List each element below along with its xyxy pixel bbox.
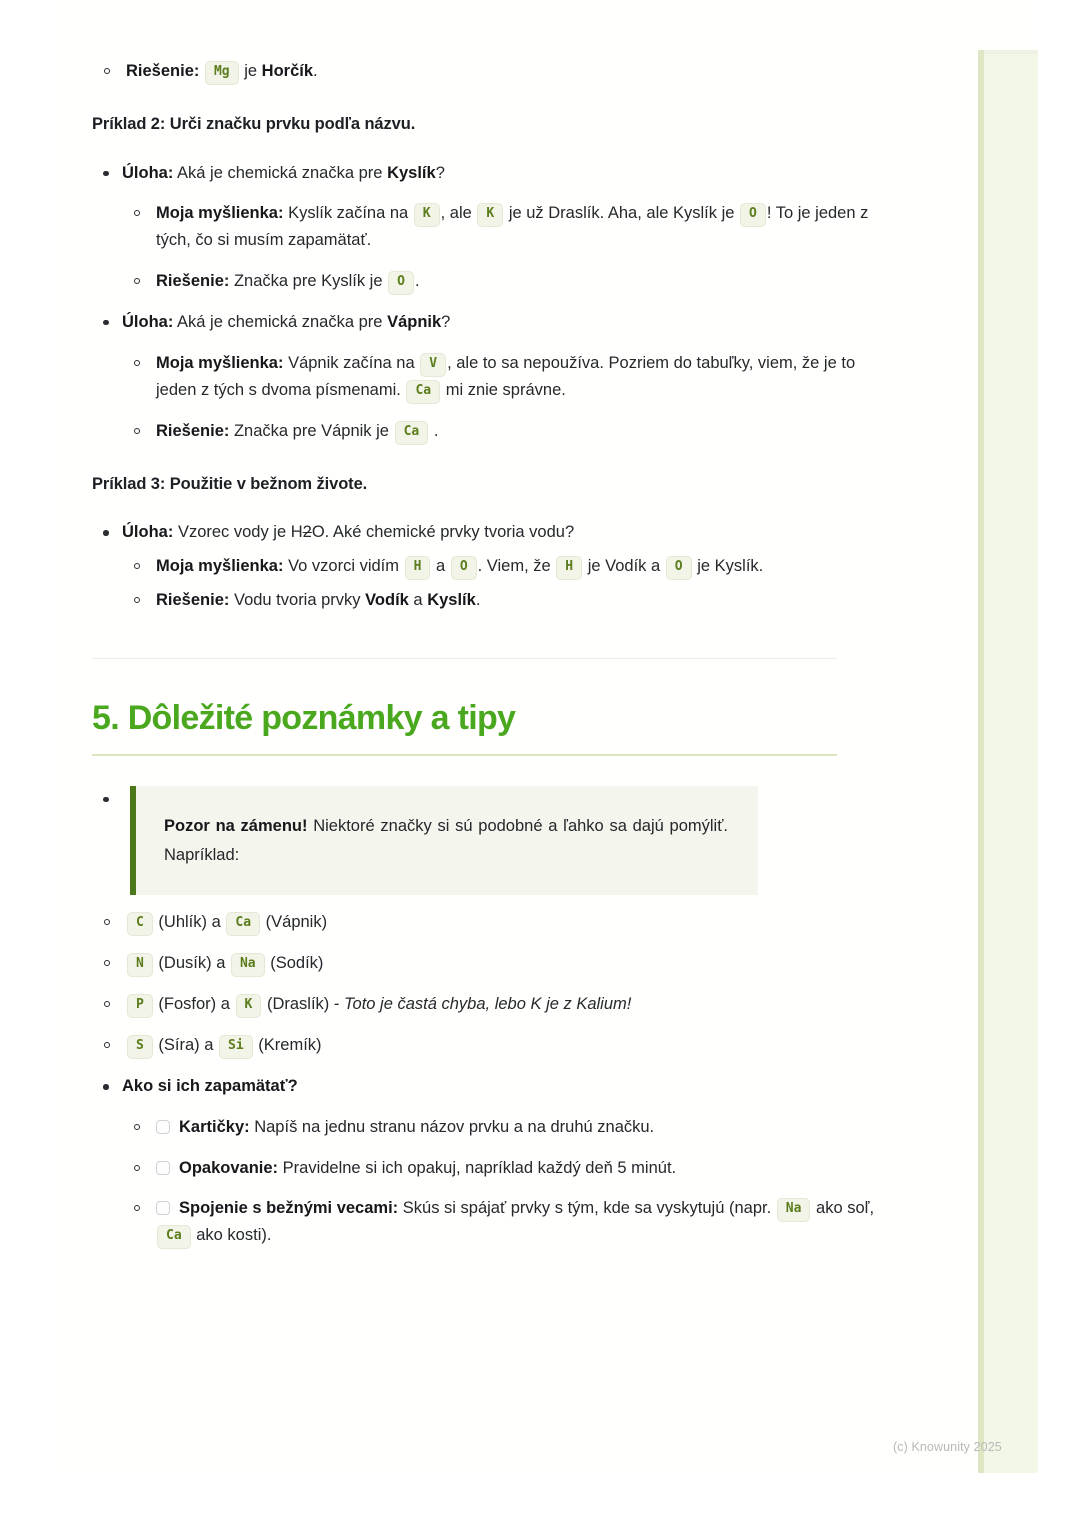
checkbox-kartichky[interactable] [156,1120,170,1134]
task-label: Úloha: [122,163,174,182]
formula-subscript: 2 [302,523,312,542]
task-question-mark: ? [435,163,445,182]
element-chip-ca: Ca [395,421,429,445]
element-chip-ca: Ca [226,912,260,936]
task-element-name: Kyslík [387,163,436,182]
element-chip-k: K [414,203,440,227]
element-name-a: (Uhlík) [158,913,208,932]
solution-element-name: Horčík [261,62,314,80]
solution-text-a: Značka pre Vápnik je [233,421,389,440]
example1-solution-list [92,58,882,85]
example2-vapnik-details [122,350,882,445]
list-item [122,1114,882,1141]
callout-title: Pozor na zámenu! [164,816,308,835]
element-chip-o: O [451,556,477,580]
list-item [92,786,882,896]
element-name-b: (Sodík) [270,954,324,973]
thought-label: Moja myšlienka: [156,556,284,575]
task-element-name: Vápnik [387,312,442,331]
element-name-b: (Kremík) [258,1036,322,1055]
tip-text: Pravidelne si ich opakuj, napríklad každý deň 5 minút. [282,1158,677,1177]
element-name-b: (Vápnik) [265,913,328,932]
checkbox-spojenie[interactable] [156,1201,170,1215]
thought-text-b: , ale [440,204,472,223]
task-text-b: O. Aké chemické prvky tvoria vodu? [311,523,575,542]
list-item [122,1195,882,1249]
section-divider [92,658,837,659]
copyright-watermark: (c) Knowunity 2025 [893,1440,1002,1454]
example3-list [92,519,882,613]
example2-list [92,160,882,445]
tip-text: Skús si spájať prvky s tým, kde sa vyskytujú (napr. [402,1199,772,1218]
tip-label: Spojenie s bežnými vecami: [179,1199,399,1218]
warning-callout [130,786,758,896]
confusable-note: Toto je častá chyba, lebo K je z Kalium! [343,995,632,1014]
note-page [52,0,1032,1473]
element-name-b: (Draslík) - [266,995,340,1014]
solution-text-a: Značka pre Kyslík je [233,272,383,291]
page-edge-band [978,50,1038,1473]
thought-label: Moja myšlienka: [156,353,284,372]
element-chip-n: N [127,953,153,977]
thought-text-c: . Viem, že [477,556,551,575]
element-chip-h: H [405,556,431,580]
task-label: Úloha: [122,523,174,542]
list-item [92,950,882,977]
example3-details [122,553,882,614]
task-question-mark: ? [441,312,451,331]
element-chip-mg: Mg [205,61,239,85]
thought-text-b: a [436,556,446,575]
thought-text-d: ! To je jeden z tých, čo si musím zapamätať. [156,204,869,250]
example2-heading: Príklad 2: Urči značku prvku podľa názvu. [92,114,416,133]
list-item [92,160,882,295]
solution-label: Riešenie: [126,62,200,80]
section5-list [92,786,882,896]
list-item [122,587,882,614]
example2-kyslik-details [122,200,882,295]
solution-conjunction: a [413,590,423,609]
memorization-tips [122,1114,882,1249]
solution-label: Riešenie: [156,272,230,291]
list-item [92,58,882,85]
list-item [122,418,882,445]
element-chip-k: K [236,994,262,1018]
section5-heading-rule [92,754,837,756]
task-text: Aká je chemická značka pre [177,312,383,331]
element-chip-k: K [477,203,503,227]
conjunction: a [216,954,226,973]
thought-text-a: Kyslík začína na [288,204,409,223]
tip-text-end: ako kosti). [196,1226,272,1245]
tip-label: Kartičky: [179,1117,250,1136]
task-text-a: Vzorec vody je H [177,523,303,542]
thought-text-d: je Vodík a [587,556,661,575]
element-chip-na: Na [777,1198,811,1222]
conjunction: a [211,913,221,932]
solution-period: . [475,590,481,609]
thought-text-c: je už Draslík. Aha, ale Kyslík je [508,204,735,223]
list-item [122,1155,882,1182]
tip-label: Opakovanie: [179,1158,279,1177]
thought-text-c: mi znie správne. [445,380,566,399]
element-name-a: (Fosfor) [158,995,217,1014]
list-item [92,1032,882,1059]
solution-period: . [433,421,439,440]
solution-period: . [414,272,420,291]
thought-text-a: Vápnik začína na [288,353,415,372]
list-item [92,1073,882,1249]
element-name-a: (Síra) [158,1036,200,1055]
conjunction: a [204,1036,214,1055]
element-name-a: (Dusík) [158,954,212,973]
solution-label: Riešenie: [156,590,230,609]
element-chip-ca: Ca [157,1225,191,1249]
thought-label: Moja myšlienka: [156,204,284,223]
element-chip-o: O [388,271,414,295]
list-item [122,553,882,580]
thought-text-b: , ale to sa nepoužíva. Pozriem do tabuľky, viem, že je to jeden z tých s dvoma písmenami. [156,353,856,399]
list-item [122,200,882,254]
tip-text: Napíš na jednu stranu názov prvku a na druhú značku. [254,1117,655,1136]
thought-text-e: je Kyslík. [697,556,764,575]
element-chip-na: Na [231,953,265,977]
solution-text-a: Vodu tvoria prvky [233,590,361,609]
solution-element-name: Kyslík [427,590,476,609]
list-item [122,268,882,295]
list-item [122,350,882,404]
tip-text-mid: ako soľ, [816,1199,875,1218]
list-item [92,991,882,1018]
task-label: Úloha: [122,312,174,331]
solution-text: je [244,62,258,80]
example3-heading: Príklad 3: Použitie v bežnom živote. [92,474,368,493]
solution-period: . [313,62,318,80]
solution-label: Riešenie: [156,421,230,440]
section5-heading: 5. Dôležité poznámky a tipy [92,698,516,737]
element-chip-p: P [127,994,153,1018]
list-item [92,309,882,445]
list-item [92,519,882,613]
element-chip-h: H [556,556,582,580]
memorization-list [92,1073,882,1249]
thought-text-a: Vo vzorci vidím [288,556,400,575]
note-content [92,0,882,1263]
conjunction: a [220,995,230,1014]
solution-element-name: Vodík [365,590,409,609]
element-chip-c: C [127,912,153,936]
task-text: Aká je chemická značka pre [177,163,383,182]
callout-text: Niektoré značky si sú podobné a ľahko sa dajú pomýliť. Napríklad: [164,816,728,864]
element-chip-o: O [740,203,766,227]
memorize-heading: Ako si ich zapamätať? [122,1077,298,1096]
list-item [92,909,882,936]
checkbox-opakovanie[interactable] [156,1161,170,1175]
confusable-pairs-list [92,909,882,1059]
element-chip-s: S [127,1035,153,1059]
element-chip-si: Si [219,1035,253,1059]
element-chip-o: O [666,556,692,580]
element-chip-v: V [420,353,446,377]
element-chip-ca: Ca [406,380,440,404]
